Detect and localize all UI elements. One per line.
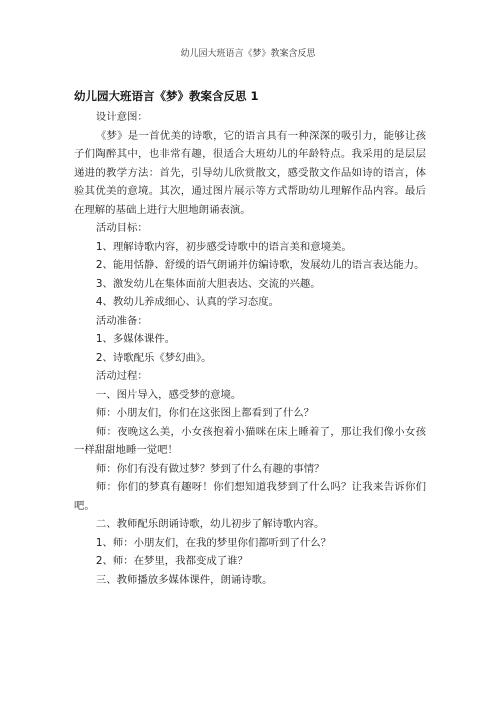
section-heading-process: 活动过程： (95, 370, 148, 382)
page-header: 幼儿园大班语言《梦》教案含反思 (180, 49, 316, 59)
question-item-2: 2、师：在梦里，我都变成了谁？ (95, 555, 248, 567)
goal-item-2: 2、能用恬静、舒缓的语气朗诵并仿编诗歌，发展幼儿的语言表达能力。 (95, 259, 425, 271)
question-item-1: 1、师：小朋友们，在我的梦里你们都听到了什么？ (95, 536, 332, 549)
teacher-line: 师：你们有没有做过梦？梦到了什么有趣的事情？ (95, 462, 325, 475)
document-body (74, 108, 426, 589)
process-step-1-heading: 一、图片导入，感受梦的意境。 (95, 388, 242, 401)
document-title: 幼儿园大班语言《梦》教案含反思 1 (74, 89, 259, 103)
preparation-item-2: 2、诗歌配乐《梦幻曲》。 (95, 351, 212, 364)
section-heading-preparation: 活动准备： (95, 314, 148, 327)
preparation-item-1: 1、多媒体课件。 (95, 333, 176, 345)
goal-item-1: 1、理解诗歌内容，初步感受诗歌中的语言美和意境美。 (95, 240, 352, 253)
section-heading-design-intent: 设计意图： (95, 111, 148, 123)
teacher-line: 师：你们的梦真有趣呀！你们想知道我梦到了什么吗？让我来告诉你们吧。 (74, 481, 426, 512)
paragraph-intro: 《梦》是一首优美的诗歌，它的语言具有一种深深的吸引力，能够让孩子们陶醉其中，也非常有趣，很适合大班幼儿的年龄特点。我采用的是层层递进的教学方法：首先，引导幼儿欣赏散文，感受散文作品如诗的语言，体验其优美的意境。其次，通过图片展示等方式帮助幼儿理解作品内容。最后在理解的基础上进行大胆地朗诵表演。 (74, 129, 426, 216)
section-heading-goals: 活动目标： (95, 222, 148, 234)
teacher-line: 师：小朋友们，你们在这张图上都看到了什么？ (95, 407, 315, 419)
goal-item-4: 4、教幼儿养成细心、认真的学习态度。 (95, 296, 280, 308)
goal-item-3: 3、激发幼儿在集体面前大胆表达、交流的兴趣。 (95, 277, 321, 290)
process-step-2-heading: 二、教师配乐朗诵诗歌，幼儿初步了解诗歌内容。 (95, 518, 325, 530)
process-step-3-heading: 三、教师播放多媒体课件，朗诵诗歌。 (95, 573, 273, 586)
teacher-line: 师：夜晚这么美，小女孩抱着小猫咪在床上睡着了，那让我们像小女孩一样甜甜地睡一觉吧！ (74, 425, 426, 456)
